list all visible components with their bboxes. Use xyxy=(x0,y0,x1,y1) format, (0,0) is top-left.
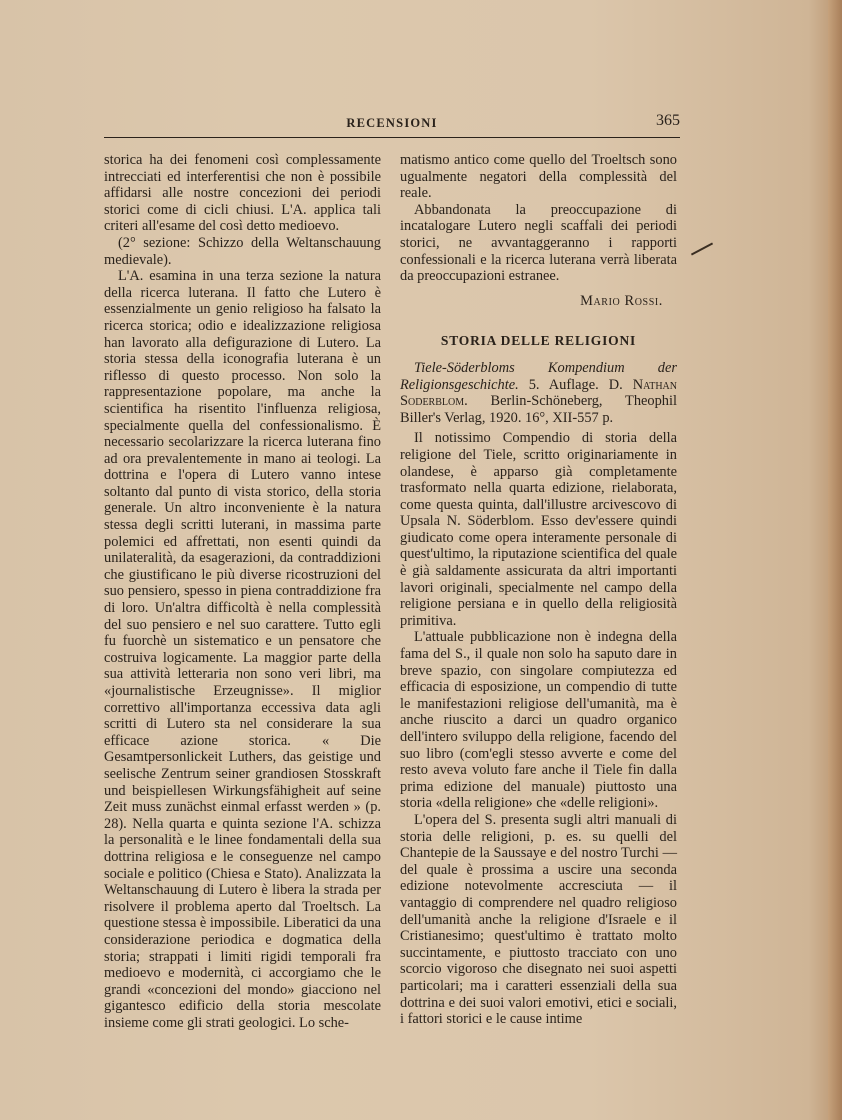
running-head: RECENSIONI xyxy=(346,116,438,130)
paragraph: L'opera del S. presenta sugli altri manuali di storia delle religioni, p. es. su quelli del Chantepie de la Saussaye e del nostro Turchi — del quale è prossima a uscire una seconda edizione notevolmente accresciuta — il vantaggio di comprendere nel quadro religioso dell'umanità anche la religione d'Israele e il Cristianesimo; quest'ultimo è trattato molto succintamente, e piuttosto tracciato con uno scorcio vigoroso che disegnato nei suoi aspetti particolari; ma i caratteri essenziali della sua dottrina e dei suoi valori emotivi, etici e sociali, i fattori storici e le cause intime xyxy=(400,811,677,1028)
bibliographic-entry xyxy=(400,360,677,426)
page-edge xyxy=(828,0,842,1120)
paragraph: L'A. esamina in una terza sezione la natura della ricerca luterana. Il fatto che Lutero è essenzialmente un genio religioso ha falsato la ricerca storica; odio e idealizzazione religiosa han lavorato alla defigurazione di Lutero. La storia stessa della iconografia luterana è un riflesso di questo processo. Non solo la rappresentazione popolare, ma anche la scientifica ha risentito l'influenza religiosa, specialmente quella del confessionalismo. È necessario secolarizzare la ricerca luterana fino ad ora prevalentemente in mano ai teologi. La dottrina e l'opera di Lutero vanno intese soltanto dal punto di vista storico, della storia generale. Un altro inconveniente è la natura stessa degli scritti luterani, in massima parte polemici ed affrettati, non esenti quindi da unilateralità, da esagerazioni, da contraddizioni che giustificano le più diverse ricostruzioni del suo pensiero, spesso in piena contraddizione fra di loro. Un'altra difficoltà è nella complessità del suo pensiero e nel suo carattere. Tutto egli fu fuorchè un sistematico e un pensatore che costruiva logicamente. La maggior parte della sua attività letteraria non sono veri libri, ma «journalistische Erzeugnisse». Il miglior correttivo all'importanza eccessiva data agli scritti di Lutero sta nel considerare la sua efficace azione storica. « Die Gesamtpersonlickeit Luthers, das geistige und seelische Zentrum seiner grandiosen Stosskraft und beispiellesen Wirkungsfähigheit auf seine Zeit muss zunächst einmal erfasst werden » (p. 28). Nella quarta e quinta sezione l'A. schizza la personalità e le linee fondamentali della sua dottrina religiosa e le conseguenze nel campo sociale e politico (Chiesa e Stato). Analizzata la Weltanschauung di Lutero è libera la strada per risolvere il problema aperto dal Troeltsch. La questione stessa è impossibile. Liberatici da una considerazione periodica e dogmatica della storia; strappati i limiti rigidi temporali fra medioevo e modernità, ci accorgiamo che le grandi «concezioni del mondo» giacciono nel gigantesco edificio della storia mescolate insieme come gli strati geologici. Lo sche- xyxy=(104,268,381,1031)
book-edition: 5. Auflage. D. xyxy=(518,376,633,393)
book-publication: . Berlin-Schöneberg, Theophil Biller's Verlag, 1920. 16°, XII-557 p. xyxy=(400,393,677,426)
right-column xyxy=(400,152,677,1028)
section-title: STORIA DELLE RELIGIONI xyxy=(440,333,637,349)
left-column xyxy=(104,152,381,1031)
book-title: Tiele-Söderbloms Kompendium der Religionsgeschichte. xyxy=(400,359,677,393)
paragraph: Abbandonata la preoccupazione di incatalogare Lutero negli scaffali dei periodi storici, ne avvantaggeranno i rapporti confessionali e la ricerca luterana verrà liberata da preoccupazioni estranee. xyxy=(400,201,677,285)
header-rule xyxy=(104,137,680,138)
paragraph: matismo antico come quello del Troeltsch sono ugualmente negatori della complessità del reale. xyxy=(400,152,677,202)
page-header xyxy=(104,112,680,136)
paragraph: storica ha dei fenomeni così complessamente intrecciati ed interferentisi che non è possibile affidarsi alle nostre concezioni dei periodi storici come di cicli chiusi. L'A. applica tali criteri all'esame del così detto medioevo. xyxy=(104,152,381,235)
book-author: Nathan Soderblom xyxy=(400,376,677,410)
paragraph: L'attuale pubblicazione non è indegna della fama del S., il quale non solo ha saputo dare in breve spazio, con singolare compiutezza ed efficacia di esposizione, un compendio di tutte le manifestazioni religiose dell'umanità, ma è anche riuscito a darci un quadro organico dell'intero sviluppo della religione, facendo del suo libro (com'egli stesso avverte e come del resto aveva voluto fare anche il Tiele fin dalla prima edizione del manuale) piuttosto una storia «della religione» che «delle religioni». xyxy=(400,629,677,812)
paragraph: (2° sezione: Schizzo della Weltanschauung medievale). xyxy=(104,234,381,268)
pencil-mark xyxy=(691,242,713,255)
paragraph: Il notissimo Compendio di storia della religione del Tiele, scritto originariamente in olandese, è apparso già completamente trasformato nella quarta edizione, rielaborata, come questa quinta, dall'illustre arcivescovo di Upsala N. Söderblom. Esso dev'essere quindi giudicato come opera interamente personale di quest'ultimo, la riputazione scientifica del quale è già saldamente assicurata da altri importanti lavori originali, specialmente nel campo della religione persiana e in quello della religiosità primitiva. xyxy=(400,430,677,629)
page-number: 365 xyxy=(656,112,680,129)
review-signature: Mario Rossi. xyxy=(580,292,663,309)
